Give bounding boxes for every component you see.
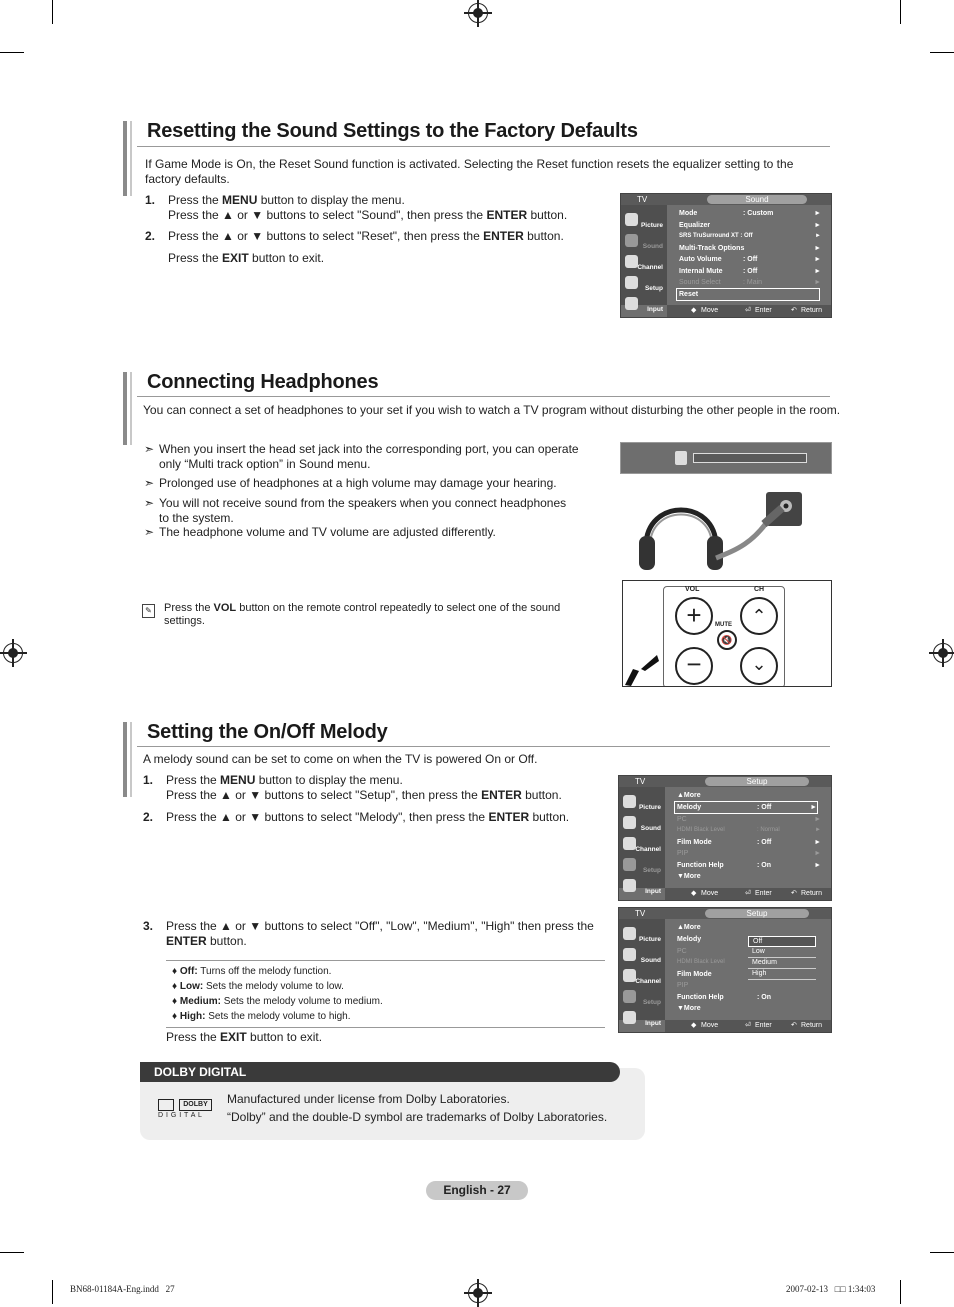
setup-icon <box>623 990 636 1003</box>
step-item: 1. Press the MENU button to display the menu. Press the ▲ or ▼ buttons to select "Sound", then press the ENTER button. <box>145 193 568 222</box>
osd-row: Sound Select : Main ► <box>679 279 821 286</box>
crop-mark <box>52 0 53 24</box>
input-icon <box>625 297 638 310</box>
tip-item: ➣ When you insert the head set jack into the corresponding port, you can operate only “Multi track option” in Sound menu. <box>144 442 579 471</box>
osd-row: HDMI Black Level : Normal ► <box>677 827 821 833</box>
section-bar <box>130 722 132 797</box>
section-divider <box>137 396 830 397</box>
headphones-illustration <box>636 488 806 574</box>
registration-mark-icon <box>468 3 488 23</box>
crop-mark <box>900 1280 901 1304</box>
list-item: ♦ Low: Sets the melody volume to low. <box>172 981 344 992</box>
step-item: 2. Press the ▲ or ▼ buttons to select "Reset", then press the ENTER button. Press the EXIT button to exit. <box>145 229 564 265</box>
osd-row: Multi-Track Options ► <box>679 244 821 252</box>
osd-row-selected: Melody : Off ► <box>677 804 817 811</box>
channel-icon <box>625 255 638 268</box>
vol-label: VOL <box>685 586 700 593</box>
volume-bar <box>693 453 807 463</box>
osd-row: Function Help : On <box>677 993 771 1001</box>
ch-label: CH <box>754 586 765 593</box>
melody-options-list <box>166 960 605 1028</box>
crop-mark <box>0 1252 24 1253</box>
mute-label: MUTE <box>715 622 732 628</box>
osd-sound-menu: TV Sound Picture Sound Channel Setup Input Mode : Custom ► Equalizer ► SRS TruSurround XT : Off ► Multi-Track Options ► Auto Volume : Off ► Internal Mute : Off ► Sound Select : Main ► Reset ◆ Move ⏎ Enter ↶ Return <box>620 193 832 318</box>
dolby-line1: Manufactured under license from Dolby Laboratories. <box>227 1092 510 1106</box>
tip-item: ➣ You will not receive sound from the speakers when you connect headphones to the system. <box>144 496 567 525</box>
enter-icon: ⏎ <box>745 890 751 897</box>
dropdown-option[interactable]: High <box>748 969 816 980</box>
crop-mark <box>930 1252 954 1253</box>
exit-instruction: Press the EXIT button to exit. <box>166 1030 323 1044</box>
section-bar <box>123 372 127 445</box>
crop-mark <box>930 52 954 53</box>
move-icon: ◆ <box>691 890 697 897</box>
osd-row: ▼More <box>677 1005 701 1012</box>
registration-mark-icon <box>468 1283 488 1303</box>
osd-row: PC <box>677 947 687 955</box>
sound-icon <box>623 816 636 829</box>
vol-up-button[interactable]: + <box>675 597 713 635</box>
osd-setup-menu: TV Setup Picture Sound Channel Setup Input ▲More Melody : Off ► PC ► HDMI Black Level : Normal ► Film Mode : Off ► PIP ► Function Help : On ► ▼More ◆ Move ⏎ Enter ↶ Return <box>618 775 832 901</box>
section-bar <box>130 121 132 196</box>
headphone-volume-icon <box>675 451 687 465</box>
picture-icon <box>625 213 638 226</box>
tip-arrow-icon: ➣ <box>144 442 155 456</box>
move-icon: ◆ <box>691 1022 697 1029</box>
osd-row: Equalizer ► <box>679 221 821 229</box>
note-text: Press the VOL button on the remote control repeatedly to select one of the sound settings. <box>164 602 561 627</box>
osd-setup-melody-menu: TV Setup Picture Sound Channel Setup Input ▲More Melody PC HDMI Black Level Film Mode PIP Function Help : On ▼More Off Low Medium High ◆ Move ⏎ Enter ↶ Return <box>618 907 832 1033</box>
vol-down-button[interactable]: − <box>675 647 713 685</box>
osd-row: Melody <box>677 936 702 943</box>
enter-icon: ⏎ <box>745 1022 751 1029</box>
section-divider <box>137 146 830 147</box>
osd-side-setup: Setup <box>623 273 665 293</box>
osd-row: ▼More <box>677 873 701 880</box>
osd-title: Sound <box>707 195 807 204</box>
tip-item: ➣ The headphone volume and TV volume are adjusted differently. <box>144 525 496 539</box>
dolby-header: DOLBY DIGITAL <box>140 1062 620 1082</box>
osd-row-selected: Reset <box>677 289 819 300</box>
section-bar <box>123 121 127 196</box>
section-title: Resetting the Sound Settings to the Factory Defaults <box>147 120 638 142</box>
remote-illustration <box>622 580 832 687</box>
osd-row: PC ► <box>677 815 821 823</box>
osd-row: ▲More <box>677 924 701 931</box>
picture-icon <box>623 795 636 808</box>
section-intro: A melody sound can be set to come on when the TV is powered On or Off. <box>143 752 538 766</box>
osd-row: SRS TruSurround XT : Off ► <box>679 233 821 239</box>
tip-arrow-icon: ➣ <box>144 525 155 539</box>
picture-icon <box>623 927 636 940</box>
list-item: ♦ Off: Turns off the melody function. <box>172 966 332 977</box>
mute-button[interactable]: 🔇 <box>717 630 737 650</box>
osd-side-picture: Picture <box>623 210 665 230</box>
dropdown-option[interactable]: Medium <box>748 958 816 969</box>
footer-file: BN68-01184A-Eng.indd 27 <box>70 1284 175 1294</box>
section-divider <box>137 746 830 747</box>
section-bar <box>123 722 127 797</box>
step-item: 3. Press the ▲ or ▼ buttons to select "Off", "Low", "Medium", "High" then press the ENTER button. <box>143 919 594 948</box>
sound-icon <box>625 234 638 247</box>
list-item: ♦ Medium: Sets the melody volume to medium. <box>172 996 383 1007</box>
registration-mark-icon <box>933 643 953 663</box>
osd-row: Auto Volume : Off ► <box>679 256 821 263</box>
channel-icon <box>623 837 636 850</box>
tip-arrow-icon: ➣ <box>144 476 155 490</box>
pointer-hand-icon <box>623 641 663 686</box>
enter-icon: ⏎ <box>745 307 751 314</box>
registration-mark-icon <box>3 643 23 663</box>
osd-row: Function Help : On ► <box>677 861 821 869</box>
tip-item: ➣ Prolonged use of headphones at a high volume may damage your hearing. <box>144 476 557 490</box>
move-icon: ◆ <box>691 307 697 314</box>
step-number: 1. <box>145 193 156 207</box>
return-icon: ↶ <box>791 890 797 897</box>
step-item: 1. Press the MENU button to display the menu. Press the ▲ or ▼ buttons to select "Setup", then press the ENTER button. <box>143 773 562 802</box>
volume-osd <box>620 442 832 474</box>
input-icon <box>623 1011 636 1024</box>
page-number: English - 27 <box>426 1181 528 1200</box>
osd-row: Film Mode : Off ► <box>677 838 821 846</box>
osd-row: Film Mode <box>677 970 712 978</box>
osd-side-sound: Sound <box>623 231 665 251</box>
section-intro: You can connect a set of headphones to your set if you wish to watch a TV program without disturbing the other people in the room. <box>143 403 841 417</box>
crop-mark <box>0 52 24 53</box>
osd-row: HDMI Black Level <box>677 959 725 965</box>
dropdown-option-selected[interactable]: Off <box>748 936 816 947</box>
ch-down-button[interactable]: ⌄ <box>740 647 778 685</box>
crop-mark <box>52 1280 53 1304</box>
section-bar <box>130 372 132 445</box>
dolby-logo: DOLBY D I G I T A L <box>158 1098 214 1122</box>
footer-date: 2007-02-13 □□ 1:34:03 <box>786 1284 876 1294</box>
sound-icon <box>623 948 636 961</box>
list-item: ♦ High: Sets the melody volume to high. <box>172 1011 351 1022</box>
dolby-line2: “Dolby” and the double-D symbol are trademarks of Dolby Laboratories. <box>227 1110 608 1124</box>
step-number: 2. <box>145 229 156 243</box>
setup-icon <box>623 858 636 871</box>
channel-icon <box>623 969 636 982</box>
ch-up-button[interactable]: ⌃ <box>740 597 778 635</box>
osd-row: Mode : Custom ► <box>679 210 821 217</box>
osd-side-channel: Channel <box>623 252 665 272</box>
dropdown-option[interactable]: Low <box>748 947 816 958</box>
osd-row: PIP <box>677 982 689 989</box>
osd-row: ▲More <box>677 792 701 799</box>
step-item: 2. Press the ▲ or ▼ buttons to select "Melody", then press the ENTER button. <box>143 810 570 824</box>
osd-row: PIP ► <box>677 850 821 857</box>
input-icon <box>623 879 636 892</box>
crop-mark <box>900 0 901 24</box>
osd-side-input: Input <box>623 294 665 314</box>
dolby-double-d-icon <box>158 1099 174 1111</box>
setup-icon <box>625 276 638 289</box>
section-title: Setting the On/Off Melody <box>147 721 388 743</box>
note-icon: ✎ <box>142 604 155 618</box>
section-intro: If Game Mode is On, the Reset Sound function is activated. Selecting the Reset function resets the equalizer setting to the factory defaults. <box>145 157 794 186</box>
return-icon: ↶ <box>791 1022 797 1029</box>
return-icon: ↶ <box>791 307 797 314</box>
section-title: Connecting Headphones <box>147 371 379 393</box>
osd-row: Internal Mute : Off ► <box>679 267 821 275</box>
tip-arrow-icon: ➣ <box>144 496 155 510</box>
melody-dropdown[interactable] <box>748 936 816 978</box>
